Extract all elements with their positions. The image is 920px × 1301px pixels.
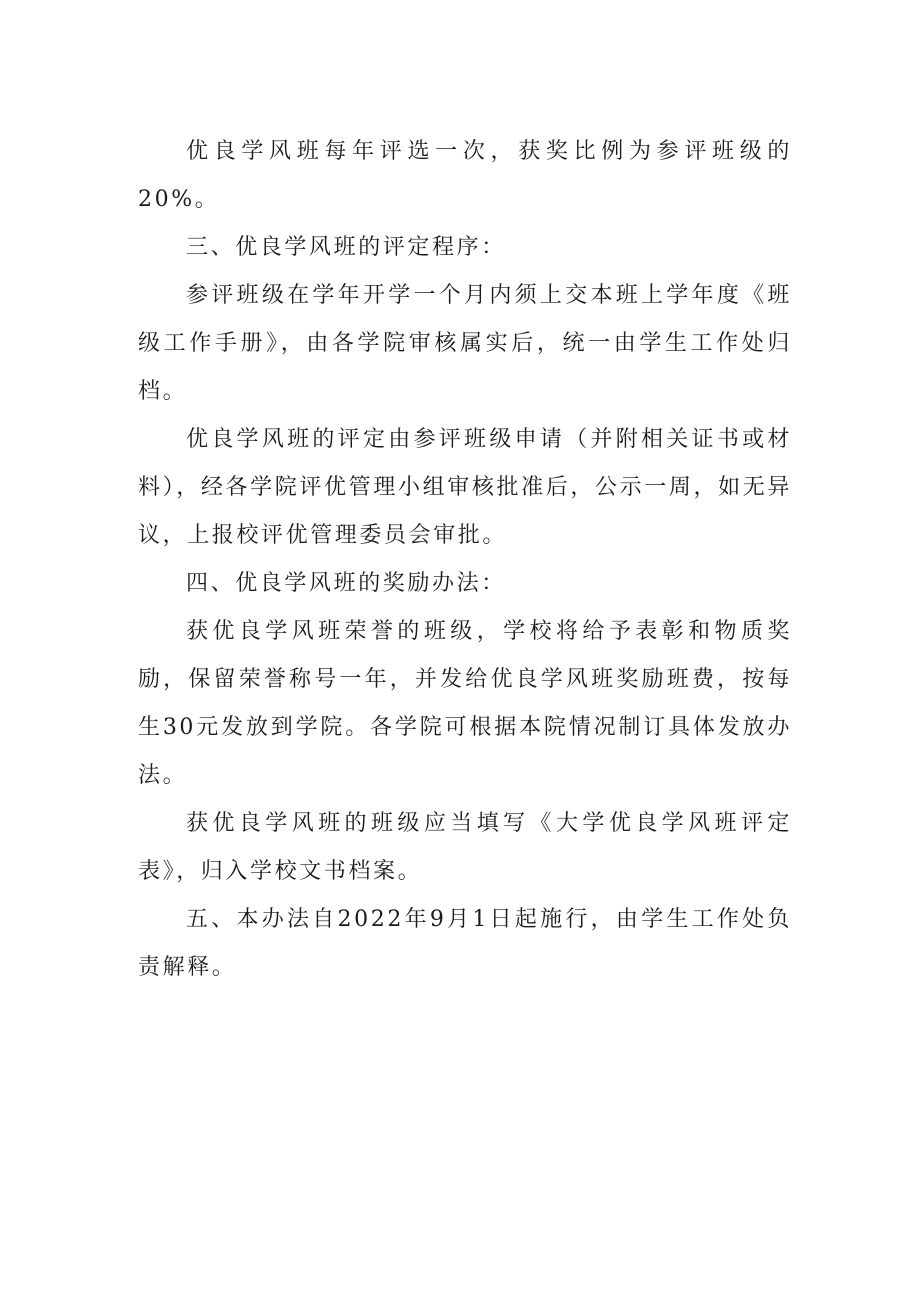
section-heading-procedure: 三、优良学风班的评定程序：	[186, 235, 506, 260]
section-effective-date: 五、本办法自2022年9月1日起施行，由学生工作处负责解释。	[138, 907, 792, 980]
paragraph-reward-details: 获优良学风班荣誉的班级，学校将给予表彰和物质奖励，保留荣誉称号一年，并发给优良学风班奖励班费，按每生30元发放到学院。各学院可根据本院情况制订具体发放办法。	[138, 619, 792, 788]
document-body	[138, 128, 792, 992]
paragraph-evaluation-form: 获优良学风班的班级应当填写《大学优良学风班评定表》，归入学校文书档案。	[138, 811, 792, 884]
paragraph-award-ratio: 优良学风班每年评选一次，获奖比例为参评班级的20%。	[138, 139, 792, 212]
paragraph-application-review: 优良学风班的评定由参评班级申请（并附相关证书或材料），经各学院评优管理小组审核批准后，公示一周，如无异议，上报校评优管理委员会审批。	[138, 427, 792, 548]
paragraph-class-handbook: 参评班级在学年开学一个月内须上交本班上学年度《班级工作手册》，由各学院审核属实后，统一由学生工作处归档。	[138, 283, 792, 404]
section-heading-rewards: 四、优良学风班的奖励办法：	[186, 571, 506, 596]
